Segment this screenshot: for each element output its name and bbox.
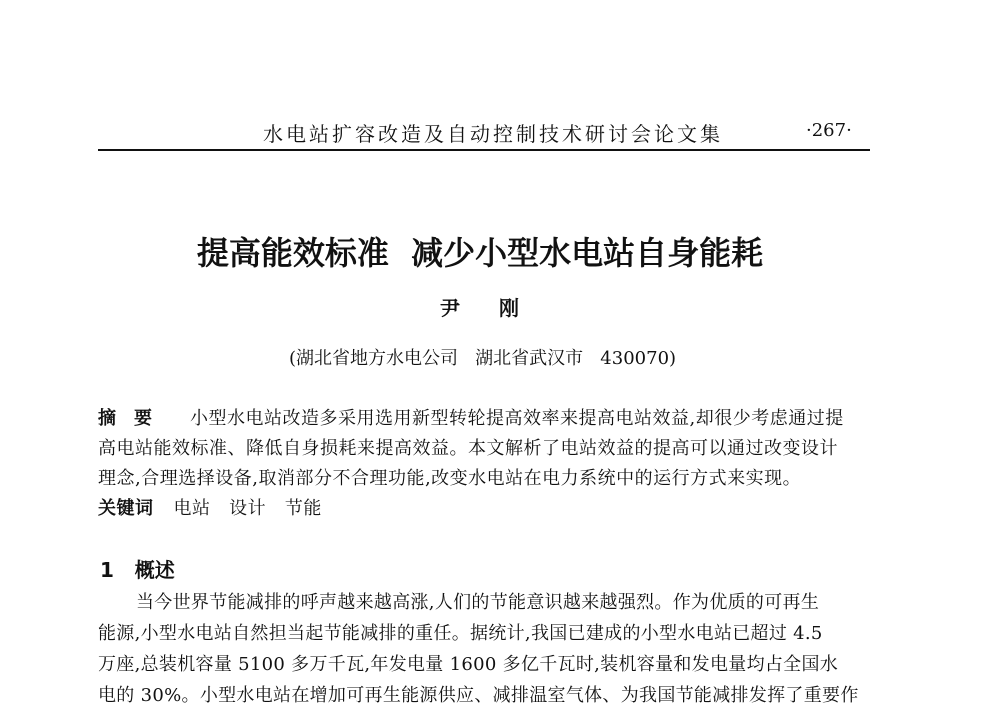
body-line-2: 能源,小型水电站自然担当起节能减排的重任。据统计,我国已建成的小型水电站已超过 4.5 [98, 623, 823, 644]
body-line-3: 万座,总装机容量 5100 多万千瓦,年发电量 1600 多亿千瓦时,装机容量和发电量均占全国水 [98, 654, 839, 675]
section-heading: 1 概述 [100, 558, 175, 582]
keywords-label: 关键词 [98, 498, 154, 519]
body-line-1: 当今世界节能减排的呼声越来越高涨,人们的节能意识越来越强烈。作为优质的可再生 [136, 592, 820, 613]
page-number: ·267· [806, 120, 852, 141]
running-header-title: 水电站扩容改造及自动控制技术研讨会论文集 [263, 122, 723, 146]
keywords-line [98, 494, 873, 520]
header-rule [98, 149, 870, 151]
keywords-value: 电站 设计 节能 [173, 498, 322, 519]
body-line-4: 电的 30%。小型水电站在增加可再生能源供应、减排温室气体、为我国节能减排发挥了重要作 [98, 685, 859, 706]
abstract-line-1 [98, 404, 873, 430]
author-name: 尹 刚 [440, 296, 535, 320]
abstract-label: 摘要 [98, 408, 170, 429]
abstract-line-2: 高电站能效标准、降低自身损耗来提高效益。本文解析了电站效益的提高可以通过改变设计 [98, 438, 838, 459]
abstract-text: 小型水电站改造多采用选用新型转轮提高效率来提高电站效益,却很少考虑通过提 [190, 408, 844, 429]
abstract-line-3: 理念,合理选择设备,取消部分不合理功能,改变水电站在电力系统中的运行方式来实现。 [98, 468, 802, 489]
paper-title: 提高能效标准 减少小型水电站自身能耗 [196, 234, 764, 272]
author-affiliation: (湖北省地方水电公司 湖北省武汉市 430070) [288, 348, 677, 369]
